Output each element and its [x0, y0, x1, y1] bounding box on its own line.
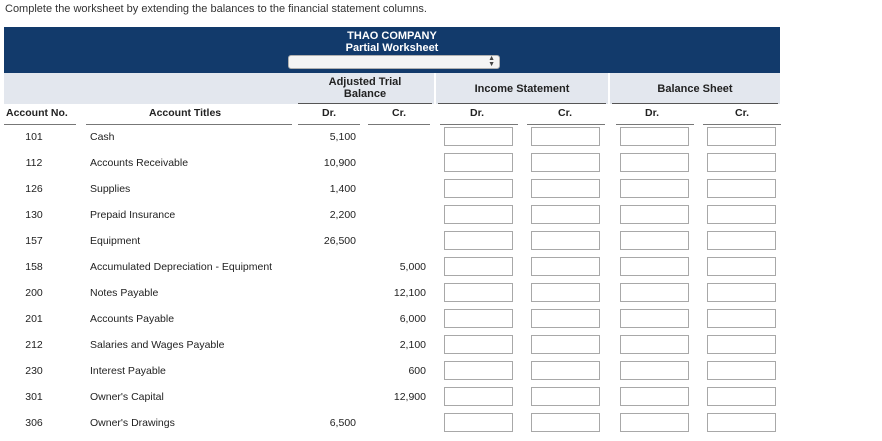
income-cr-input[interactable] — [531, 153, 600, 172]
income-dr-input[interactable] — [444, 257, 513, 276]
account-number: 201 — [25, 313, 43, 325]
balance-cr-input[interactable] — [707, 309, 776, 328]
table-row — [0, 177, 882, 203]
account-title: Accounts Payable — [90, 313, 175, 325]
worksheet-title: Partial Worksheet — [345, 42, 439, 54]
income-cr-input[interactable] — [531, 309, 600, 328]
group-income-statement — [436, 73, 608, 104]
account-number: 212 — [25, 339, 43, 351]
group-adjusted-line1: Adjusted Trial — [328, 76, 402, 88]
table-row — [0, 281, 882, 307]
table-row — [0, 307, 882, 333]
income-cr-input[interactable] — [531, 205, 600, 224]
account-title: Owner's Capital — [90, 391, 164, 403]
col-income-cr: Cr. — [558, 107, 573, 119]
col-account-no: Account No. — [6, 107, 68, 119]
adjusted-cr-amount: 600 — [408, 365, 426, 377]
company-name: THAO COMPANY — [347, 30, 437, 42]
balance-dr-input[interactable] — [620, 179, 689, 198]
income-dr-input[interactable] — [444, 127, 513, 146]
balance-dr-input[interactable] — [620, 153, 689, 172]
balance-cr-input[interactable] — [707, 335, 776, 354]
table-row — [0, 411, 882, 437]
col-income-dr: Dr. — [470, 107, 485, 119]
group-adjusted-trial-balance — [296, 73, 434, 104]
income-cr-input[interactable] — [531, 335, 600, 354]
income-dr-input[interactable] — [444, 335, 513, 354]
income-cr-input[interactable] — [531, 179, 600, 198]
account-title: Cash — [90, 131, 115, 143]
adjusted-dr-amount: 10,900 — [323, 157, 356, 169]
col-balance-dr: Dr. — [645, 107, 660, 119]
adjusted-dr-amount: 2,200 — [329, 209, 356, 221]
income-dr-input[interactable] — [444, 231, 513, 250]
adjusted-cr-amount: 2,100 — [399, 339, 426, 351]
balance-dr-input[interactable] — [620, 283, 689, 302]
adjusted-cr-amount: 12,900 — [393, 391, 426, 403]
balance-cr-input[interactable] — [707, 257, 776, 276]
income-dr-input[interactable] — [444, 361, 513, 380]
account-title: Accounts Receivable — [90, 157, 189, 169]
income-cr-input[interactable] — [531, 127, 600, 146]
income-dr-input[interactable] — [444, 205, 513, 224]
income-dr-input[interactable] — [444, 387, 513, 406]
table-row — [0, 151, 882, 177]
income-dr-input[interactable] — [444, 309, 513, 328]
adjusted-cr-amount: 12,100 — [393, 287, 426, 299]
account-number: 157 — [25, 235, 43, 247]
account-title: Accumulated Depreciation - Equipment — [90, 261, 273, 273]
table-row — [0, 333, 882, 359]
group-header-blank — [4, 73, 296, 104]
account-title: Notes Payable — [90, 287, 159, 299]
table-row — [0, 385, 882, 411]
adjusted-dr-amount: 26,500 — [323, 235, 356, 247]
balance-dr-input[interactable] — [620, 231, 689, 250]
income-cr-input[interactable] — [531, 361, 600, 380]
balance-dr-input[interactable] — [620, 257, 689, 276]
table-row — [0, 255, 882, 281]
account-title: Supplies — [90, 183, 131, 195]
table-row — [0, 125, 882, 151]
select-arrows-icon: ▲ ▼ — [488, 55, 495, 68]
column-header-row — [0, 104, 882, 124]
income-dr-input[interactable] — [444, 153, 513, 172]
account-title: Interest Payable — [90, 365, 166, 377]
balance-dr-input[interactable] — [620, 413, 689, 432]
adjusted-dr-amount: 5,100 — [329, 131, 356, 143]
income-cr-input[interactable] — [531, 413, 600, 432]
account-number: 200 — [25, 287, 43, 299]
account-number: 101 — [25, 131, 43, 143]
account-title: Equipment — [90, 235, 141, 247]
table-row — [0, 229, 882, 255]
group-balance-sheet — [610, 73, 780, 104]
account-number: 158 — [25, 261, 43, 273]
income-dr-input[interactable] — [444, 413, 513, 432]
account-title: Owner's Drawings — [90, 417, 175, 429]
account-number: 126 — [25, 183, 43, 195]
income-cr-input[interactable] — [531, 283, 600, 302]
income-cr-input[interactable] — [531, 257, 600, 276]
adjusted-dr-amount: 1,400 — [329, 183, 356, 195]
income-cr-input[interactable] — [531, 387, 600, 406]
worksheet-header — [4, 27, 780, 73]
balance-cr-input[interactable] — [707, 361, 776, 380]
income-dr-input[interactable] — [444, 283, 513, 302]
balance-cr-input[interactable] — [707, 205, 776, 224]
adjusted-cr-amount: 6,000 — [399, 313, 426, 325]
income-cr-input[interactable] — [531, 231, 600, 250]
table-row — [0, 203, 882, 229]
balance-cr-input[interactable] — [707, 179, 776, 198]
account-title: Salaries and Wages Payable — [90, 339, 225, 351]
account-number: 130 — [25, 209, 43, 221]
adjusted-dr-amount: 6,500 — [329, 417, 356, 429]
balance-cr-input[interactable] — [707, 413, 776, 432]
adjusted-cr-amount: 5,000 — [399, 261, 426, 273]
group-adjusted-line2: Balance — [343, 88, 387, 100]
col-balance-cr: Cr. — [735, 107, 750, 119]
account-number: 306 — [25, 417, 43, 429]
balance-cr-input[interactable] — [707, 153, 776, 172]
balance-dr-input[interactable] — [620, 361, 689, 380]
balance-cr-input[interactable] — [707, 387, 776, 406]
balance-cr-input[interactable] — [707, 231, 776, 250]
account-number: 112 — [25, 157, 43, 169]
instruction-text: Complete the worksheet by extending the balances to the financial statement columns. — [5, 3, 427, 15]
balance-dr-input[interactable] — [620, 309, 689, 328]
col-adjusted-cr: Cr. — [392, 107, 407, 119]
account-number: 230 — [25, 365, 43, 377]
account-title: Prepaid Insurance — [90, 209, 176, 221]
balance-cr-input[interactable] — [707, 127, 776, 146]
table-row — [0, 359, 882, 385]
balance-dr-input[interactable] — [620, 205, 689, 224]
group-income-label: Income Statement — [474, 83, 570, 95]
account-number: 301 — [25, 391, 43, 403]
period-select[interactable] — [288, 55, 500, 69]
balance-dr-input[interactable] — [620, 387, 689, 406]
group-balance-label: Balance Sheet — [657, 83, 733, 95]
balance-cr-input[interactable] — [707, 283, 776, 302]
col-adjusted-dr: Dr. — [322, 107, 337, 119]
income-dr-input[interactable] — [444, 179, 513, 198]
balance-dr-input[interactable] — [620, 335, 689, 354]
balance-dr-input[interactable] — [620, 127, 689, 146]
col-account-titles: Account Titles — [149, 107, 222, 119]
